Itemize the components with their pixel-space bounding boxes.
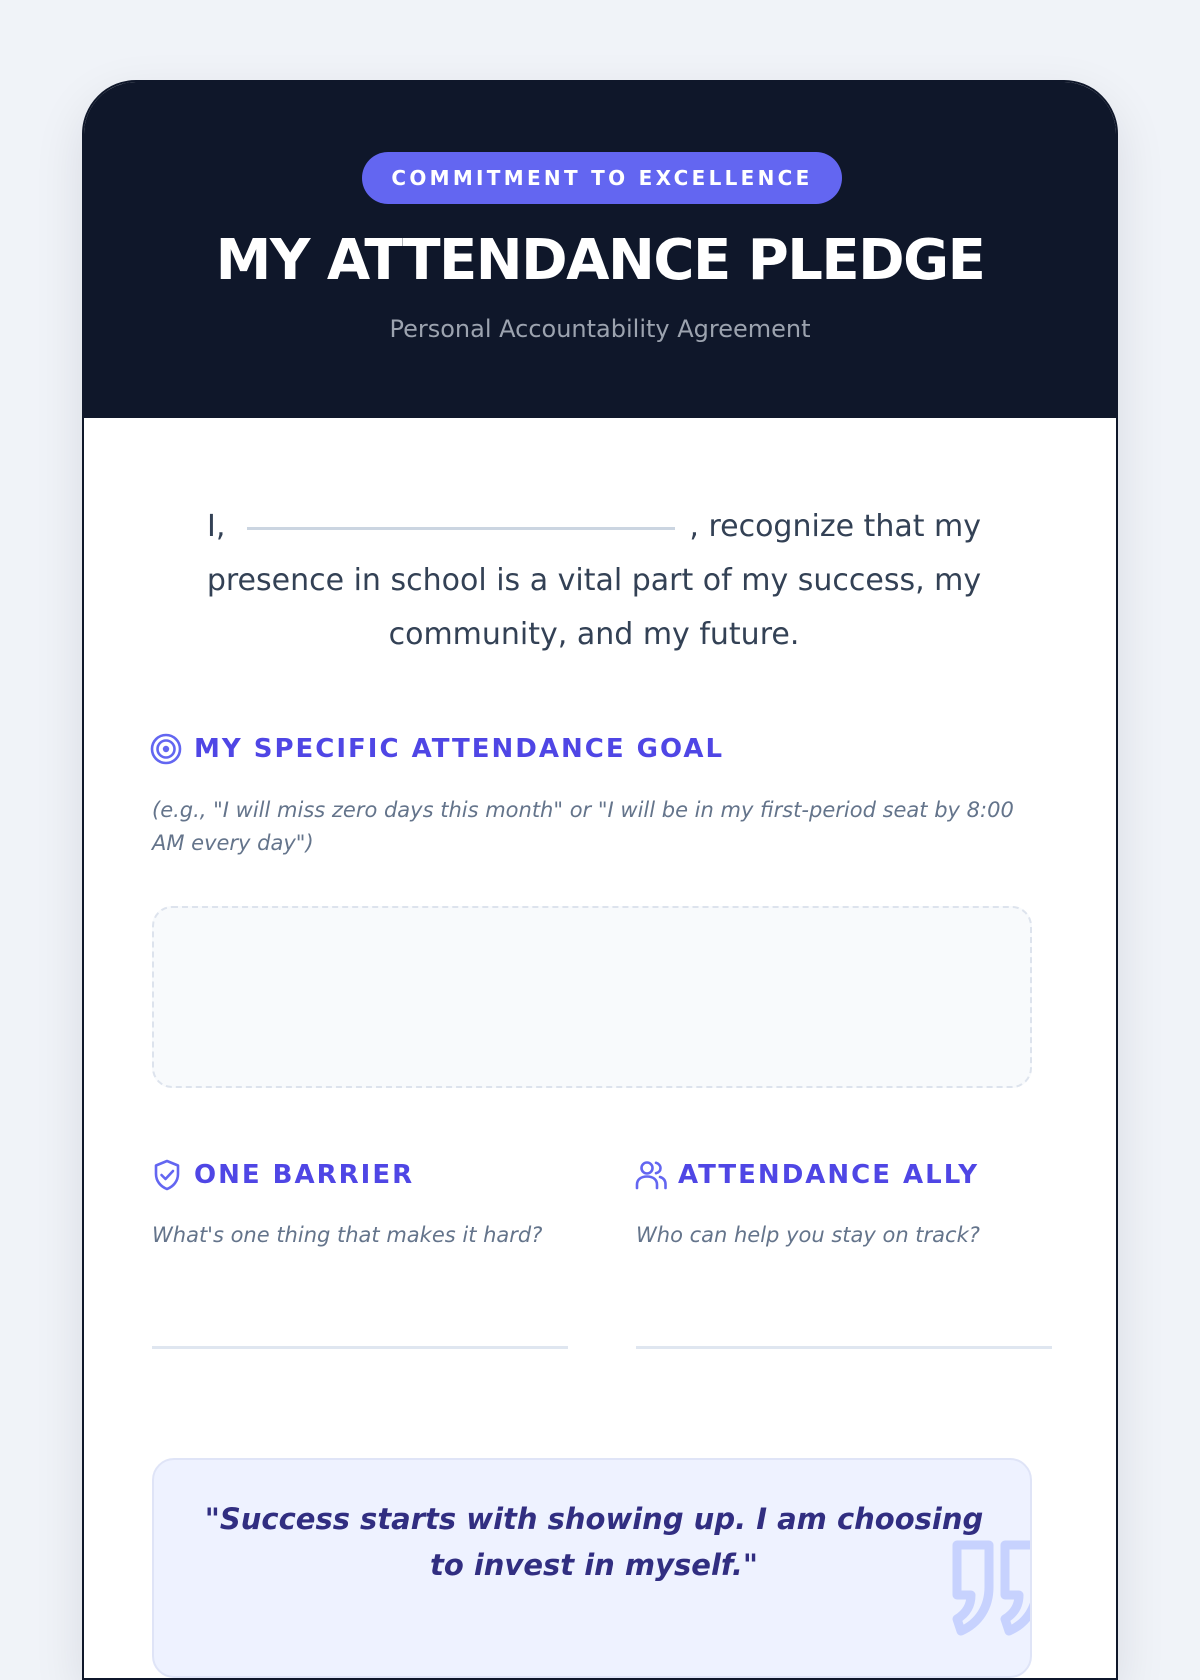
name-field[interactable] (247, 519, 675, 530)
shield-check-icon (150, 1158, 184, 1192)
goal-hint: (e.g., "I will miss zero days this month" or "I will be in my first-period seat by 8:00 AM every day") (152, 798, 1014, 855)
commitment-badge: COMMITMENT TO EXCELLENCE (362, 152, 842, 204)
quote-box (152, 1458, 1032, 1678)
statement-prefix: I, (206, 509, 226, 544)
goal-title: MY SPECIFIC ATTENDANCE GOAL (194, 734, 725, 764)
ally-input[interactable] (636, 1346, 1052, 1349)
users-icon (634, 1158, 668, 1192)
page-title: MY ATTENDANCE PLEDGE (215, 228, 985, 293)
goal-input[interactable] (152, 906, 1032, 1088)
pledge-card (82, 80, 1118, 1680)
ally-title: ATTENDANCE ALLY (678, 1160, 980, 1190)
page-subtitle: Personal Accountability Agreement (389, 315, 811, 343)
pledge-header (84, 82, 1116, 418)
ally-hint: Who can help you stay on track? (636, 1223, 980, 1247)
barrier-title: ONE BARRIER (194, 1160, 415, 1190)
quote-text: "Success starts with showing up. I am choosing to invest in myself." (204, 1502, 984, 1582)
quote-icon (949, 1535, 1032, 1645)
barrier-hint: What's one thing that makes it hard? (152, 1223, 543, 1247)
barrier-input[interactable] (152, 1346, 568, 1349)
statement-suffix: , recognize that my presence in school is a vital part of my success, my community, and my future. (206, 509, 982, 652)
target-icon (149, 732, 183, 766)
pledge-statement (174, 500, 1014, 662)
